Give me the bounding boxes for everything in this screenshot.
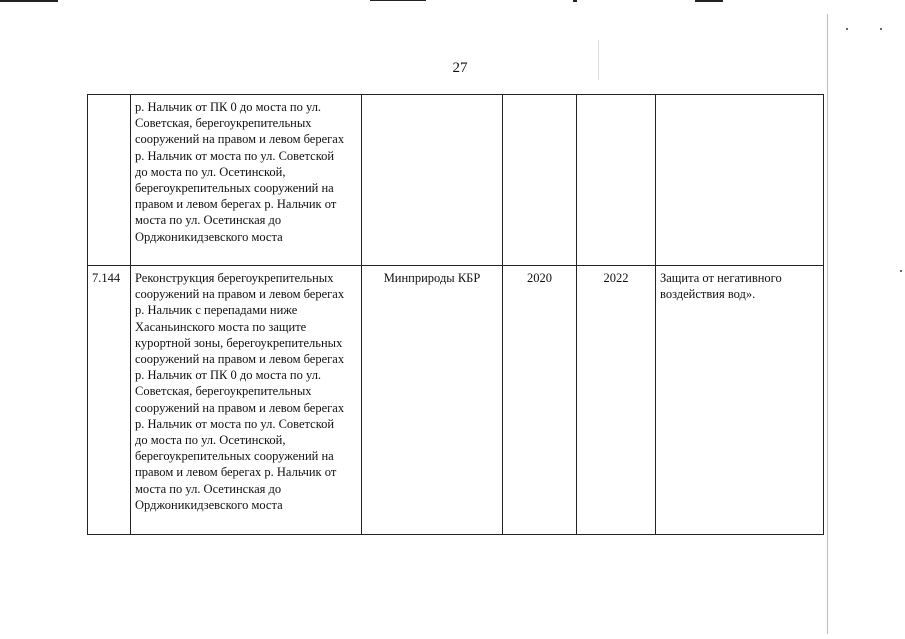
scan-speck xyxy=(900,270,902,272)
scan-artifact-top-dot xyxy=(573,0,577,2)
cell-start-year xyxy=(503,95,577,266)
cell-organization: Минприроды КБР xyxy=(362,266,503,535)
scan-margin-line xyxy=(827,14,828,634)
scan-artifact-top-right xyxy=(695,0,723,2)
cell-organization xyxy=(362,95,503,266)
scan-artifact-top-mid xyxy=(370,0,426,1)
cell-number: 7.144 xyxy=(88,266,131,535)
table-row xyxy=(88,95,824,266)
table-row xyxy=(88,266,824,535)
cell-goal: Защита от негативного воздействия вод». xyxy=(656,266,824,535)
cell-goal xyxy=(656,95,824,266)
cell-name: Реконструкция берегоукрепительных сооружений на правом и левом берегах р. Нальчик с перепадами ниже Хасаньинского моста по защите курортной зоны, берегоукрепительных сооружений на правом и левом берегах р. Нальчик от ПК 0 до моста по ул. Советская, берегоукрепительных сооружений на правом и левом берегах р. Нальчик от моста по ул. Советской до моста по ул. Осетинской, берегоукрепительных сооружений на правом и левом берегах р. Нальчик от моста по ул. Осетинская до Орджоникидзевского моста xyxy=(131,266,362,535)
cell-end-year: 2022 xyxy=(577,266,656,535)
cell-name: р. Нальчик от ПК 0 до моста по ул. Советская, берегоукрепительных сооружений на правом и левом берегах р. Нальчик от моста по ул. Советской до моста по ул. Осетинской, берегоукрепительных сооружений на правом и левом берегах р. Нальчик от моста по ул. Осетинская до Орджоникидзевского моста xyxy=(131,95,362,266)
plan-table xyxy=(87,94,824,535)
page-number: 27 xyxy=(452,60,468,76)
scan-speck xyxy=(880,28,882,30)
cell-number xyxy=(88,95,131,266)
scan-artifact-top-left xyxy=(0,0,58,2)
scan-speck xyxy=(846,28,848,30)
cell-end-year xyxy=(577,95,656,266)
scan-faint-line xyxy=(598,40,599,80)
cell-start-year: 2020 xyxy=(503,266,577,535)
